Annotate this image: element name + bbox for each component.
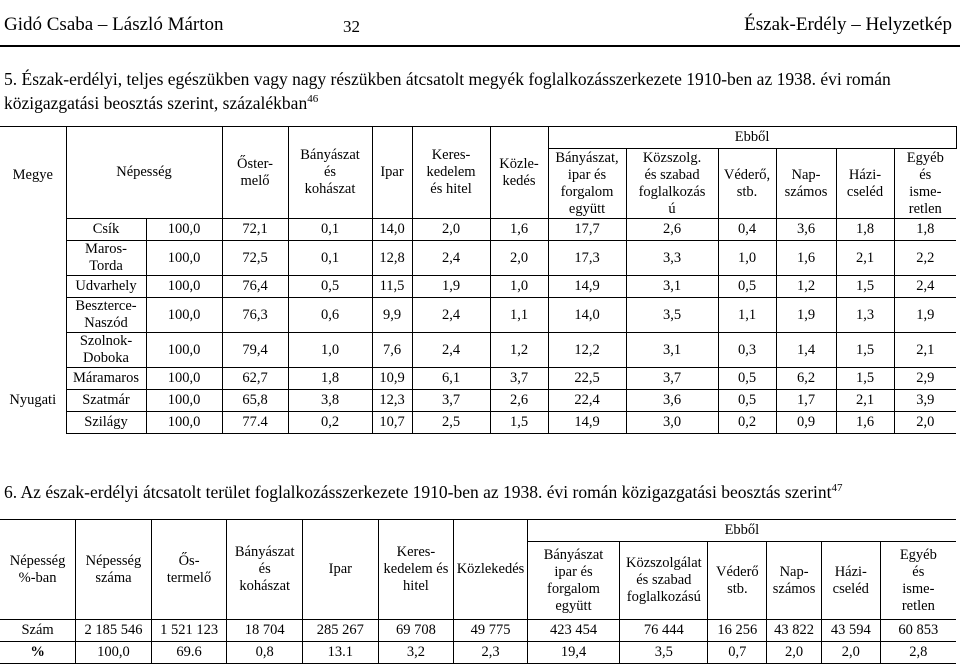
table1-cell: 2,2 (894, 241, 956, 276)
table1-cell: 1,4 (776, 333, 836, 368)
table1-cell: 1,2 (776, 276, 836, 298)
table1-region-cell (0, 276, 66, 298)
table1-cell: 0,3 (718, 333, 776, 368)
table2 (0, 519, 956, 664)
table2-cell: 3,2 (378, 642, 454, 664)
table1-cell: 10,9 (372, 368, 412, 390)
table2-caption-footnote: 47 (831, 482, 843, 494)
table1-header-cell: Közle- kedés (490, 127, 548, 219)
table1-cell: 10,7 (372, 412, 412, 434)
table1-cell: 1,1 (490, 298, 548, 333)
table1-cell: 2,4 (894, 276, 956, 298)
table1-caption-footnote: 46 (307, 93, 319, 105)
table1-cell: 2,4 (412, 298, 490, 333)
table1-row (0, 368, 956, 390)
table1-cell: 100,0 (146, 368, 222, 390)
table1-cell: 22,5 (548, 368, 626, 390)
table2-cell: 13.1 (303, 642, 379, 664)
table1-row (0, 333, 956, 368)
table2-cell: 2,8 (880, 642, 956, 664)
table1-cell: 3,7 (412, 390, 490, 412)
table1-cell: 7,6 (372, 333, 412, 368)
table1-header-cell: Közszolg. és szabad foglalkozás ú (626, 149, 718, 219)
table2-cell: 76 444 (620, 620, 708, 642)
table1-header-cell: Bányászat és kohászat (288, 127, 372, 219)
table1-cell: 1,0 (490, 276, 548, 298)
table1-cell: 11,5 (372, 276, 412, 298)
table1-cell: 14,9 (548, 412, 626, 434)
table2-cell: 100,0 (76, 642, 152, 664)
table2-header-cell: Ipar (303, 520, 379, 620)
table2-header-cell: Népesség száma (76, 520, 152, 620)
table1-county-name: Szatmár (66, 390, 146, 412)
table1-row (0, 390, 956, 412)
table2-cell: 2,0 (821, 642, 880, 664)
table1-region-cell (0, 298, 66, 333)
table1-cell: 1,9 (894, 298, 956, 333)
table2-header-cell: Bányászat és kohászat (227, 520, 303, 620)
header-title: Észak-Erdély – Helyzetkép (744, 14, 952, 35)
table2-cell: 0,8 (227, 642, 303, 664)
table2-header-cell: Közlekedés (454, 520, 528, 620)
table2-cell: 60 853 (880, 620, 956, 642)
table1-county-name: Szolnok- Doboka (66, 333, 146, 368)
table2-header-cell: Közszolgálat és szabad foglalkozású (620, 542, 708, 620)
table2-header-cell: Nap- számos (767, 542, 822, 620)
table1-cell: 0,2 (288, 412, 372, 434)
table2-cell: 43 594 (821, 620, 880, 642)
table2-caption (4, 480, 954, 504)
table2-row (0, 642, 956, 664)
table1-cell: 2,9 (894, 368, 956, 390)
table1-county-name: Szilágy (66, 412, 146, 434)
table1-region-cell (0, 241, 66, 276)
table2-header-cell: Keres- kedelem és hitel (378, 520, 454, 620)
table1-cell: 3,9 (894, 390, 956, 412)
table1-cell: 3,7 (626, 368, 718, 390)
table1-cell: 1,9 (776, 298, 836, 333)
table1-row (0, 298, 956, 333)
table2-cell: 1 521 123 (151, 620, 227, 642)
table1-cell: 3,1 (626, 333, 718, 368)
table1-cell: 100,0 (146, 412, 222, 434)
table1-county-name: Udvarhely (66, 276, 146, 298)
table1-cell: 3,3 (626, 241, 718, 276)
table1-cell: 17,7 (548, 219, 626, 241)
table1-region-cell (0, 219, 66, 241)
table1-cell: 1,8 (894, 219, 956, 241)
table1-cell: 2,1 (894, 333, 956, 368)
table1-cell: 100,0 (146, 333, 222, 368)
table1-col-megye: Megye (0, 127, 66, 219)
table1-cell: 79,4 (222, 333, 288, 368)
table1-region-cell (0, 333, 66, 368)
table2-cell: 2,0 (767, 642, 822, 664)
table1-row (0, 276, 956, 298)
header-authors: Gidó Csaba – László Márton (4, 14, 224, 35)
table2-cell: 69 708 (378, 620, 454, 642)
table2-cell: 69.6 (151, 642, 227, 664)
table1-cell: 0,5 (718, 390, 776, 412)
table2-header-cell: Házi- cseléd (821, 542, 880, 620)
table2-caption-text: 6. Az észak-erdélyi átcsatolt terület foglalkozásszerkezete 1910-ben az 1938. évi román közigazgatási beosztás szerint (4, 482, 832, 502)
table2-cell: 423 454 (527, 620, 619, 642)
table1-cell: 2,4 (412, 333, 490, 368)
table1-cell: 1,9 (412, 276, 490, 298)
table1-cell: 2,0 (490, 241, 548, 276)
table1-cell: 2,1 (836, 390, 894, 412)
table1-cell: 1,3 (836, 298, 894, 333)
table2-row-label: Szám (0, 620, 76, 642)
table2-row-label: % (0, 642, 76, 664)
table1-header-cell: Őster- melő (222, 127, 288, 219)
table1-header-cell: Házi- cseléd (836, 149, 894, 219)
table1-cell: 12,3 (372, 390, 412, 412)
table1-cell: 0,5 (288, 276, 372, 298)
table1-region-label: Nyugati (0, 390, 66, 412)
table1-cell: 1,2 (490, 333, 548, 368)
table2-row (0, 620, 956, 642)
table1-cell: 100,0 (146, 219, 222, 241)
table2-header-cell: Ős- termelő (151, 520, 227, 620)
table1-county-name: Csík (66, 219, 146, 241)
table1-cell: 0,5 (718, 276, 776, 298)
header-rule (0, 45, 960, 47)
table1-cell: 12,2 (548, 333, 626, 368)
table1-cell: 0,1 (288, 241, 372, 276)
table1-cell: 100,0 (146, 390, 222, 412)
table1-cell: 1,6 (490, 219, 548, 241)
table2-cell: 19,4 (527, 642, 619, 664)
table1-cell: 0,4 (718, 219, 776, 241)
table1-cell: 2,0 (894, 412, 956, 434)
table1-cell: 1,0 (288, 333, 372, 368)
table2-cell: 16 256 (708, 620, 767, 642)
table1-cell: 14,0 (548, 298, 626, 333)
table1-cell: 3,5 (626, 298, 718, 333)
table1-cell: 3,0 (626, 412, 718, 434)
table1-cell: 9,9 (372, 298, 412, 333)
table2-header-cell: Véderő stb. (708, 542, 767, 620)
table1-row (0, 219, 956, 241)
table1-cell: 100,0 (146, 276, 222, 298)
page-number: 32 (343, 17, 360, 36)
table1-cell: 0,5 (718, 368, 776, 390)
table1-cell: 1,6 (776, 241, 836, 276)
table1-header-row (0, 127, 956, 149)
table1-cell: 1,6 (836, 412, 894, 434)
table2-cell: 18 704 (227, 620, 303, 642)
table1-cell: 3,7 (490, 368, 548, 390)
table1-cell: 72,5 (222, 241, 288, 276)
table2-header-cell: Népesség %-ban (0, 520, 76, 620)
table1-cell: 2,5 (412, 412, 490, 434)
table1-cell: 2,1 (836, 241, 894, 276)
table1-cell: 1,5 (490, 412, 548, 434)
table1-cell: 72,1 (222, 219, 288, 241)
table1-row (0, 241, 956, 276)
table1-cell: 6,1 (412, 368, 490, 390)
table1-cell: 1,7 (776, 390, 836, 412)
table1-header-cell: Véderő, stb. (718, 149, 776, 219)
table1-cell: 0,2 (718, 412, 776, 434)
table1-county-name: Maros- Torda (66, 241, 146, 276)
table1-cell: 77.4 (222, 412, 288, 434)
table1-region-cell (0, 368, 66, 390)
page-header (0, 14, 960, 40)
table2-header-cell: Bányászat ipar és forgalom együtt (527, 542, 619, 620)
table1-cell: 22,4 (548, 390, 626, 412)
table1-cell: 2,0 (412, 219, 490, 241)
table1-cell: 2,6 (626, 219, 718, 241)
table2-cell: 3,5 (620, 642, 708, 664)
table1-cell: 1,5 (836, 276, 894, 298)
table1-caption (4, 67, 954, 115)
table1-cell: 14,9 (548, 276, 626, 298)
table1-cell: 1,8 (288, 368, 372, 390)
table1-cell: 1,5 (836, 368, 894, 390)
table2-header-cell: Egyéb és isme- retlen (880, 542, 956, 620)
table1-cell: 0,9 (776, 412, 836, 434)
table2-cell: 0,7 (708, 642, 767, 664)
table1-cell: 3,6 (626, 390, 718, 412)
table2-cell: 2,3 (454, 642, 528, 664)
table1-cell: 1,8 (836, 219, 894, 241)
table1-cell: 65,8 (222, 390, 288, 412)
table1-cell: 3,6 (776, 219, 836, 241)
table1-cell: 76,4 (222, 276, 288, 298)
table1-cell: 3,8 (288, 390, 372, 412)
table1-caption-text: 5. Észak-erdélyi, teljes egészükben vagy nagy részükben átcsatolt megyék foglalkozásszerkezete 1910-ben az 1938. évi román közigazgatási beosztás szerint, százalékban (4, 69, 891, 113)
table1-county-name: Beszterce- Naszód (66, 298, 146, 333)
table2-cell: 2 185 546 (76, 620, 152, 642)
table1-county-name: Máramaros (66, 368, 146, 390)
table1-cell: 0,6 (288, 298, 372, 333)
table1-cell: 14,0 (372, 219, 412, 241)
table1-cell: 1,0 (718, 241, 776, 276)
table1-cell: 76,3 (222, 298, 288, 333)
table1-header-cell: Nap- számos (776, 149, 836, 219)
table1-cell: 62,7 (222, 368, 288, 390)
table1-cell: 2,4 (412, 241, 490, 276)
table1-header-cell: Keres- kedelem és hitel (412, 127, 490, 219)
table1-header-cell: Bányászat, ipar és forgalom együtt (548, 149, 626, 219)
table1-cell: 1,1 (718, 298, 776, 333)
table1-cell: 3,1 (626, 276, 718, 298)
table1-cell: 100,0 (146, 298, 222, 333)
table1-cell: 6,2 (776, 368, 836, 390)
table1-row (0, 412, 956, 434)
table1-cell: 2,6 (490, 390, 548, 412)
table1-cell: 100,0 (146, 241, 222, 276)
table1-cell: 12,8 (372, 241, 412, 276)
table1-cell: 1,5 (836, 333, 894, 368)
table1-region-cell (0, 412, 66, 434)
table2-cell: 43 822 (767, 620, 822, 642)
table1-header-cell: Egyéb és isme- retlen (894, 149, 956, 219)
table2-cell: 285 267 (303, 620, 379, 642)
table1 (0, 126, 957, 434)
table2-ebbol: Ebből (527, 520, 956, 542)
table1-header-cell: Népesség (66, 127, 222, 219)
table1-header-cell: Ipar (372, 127, 412, 219)
table1-cell: 0,1 (288, 219, 372, 241)
table1-cell: 17,3 (548, 241, 626, 276)
table1-ebbol: Ebből (548, 127, 956, 149)
table2-header-row (0, 520, 956, 542)
table2-cell: 49 775 (454, 620, 528, 642)
